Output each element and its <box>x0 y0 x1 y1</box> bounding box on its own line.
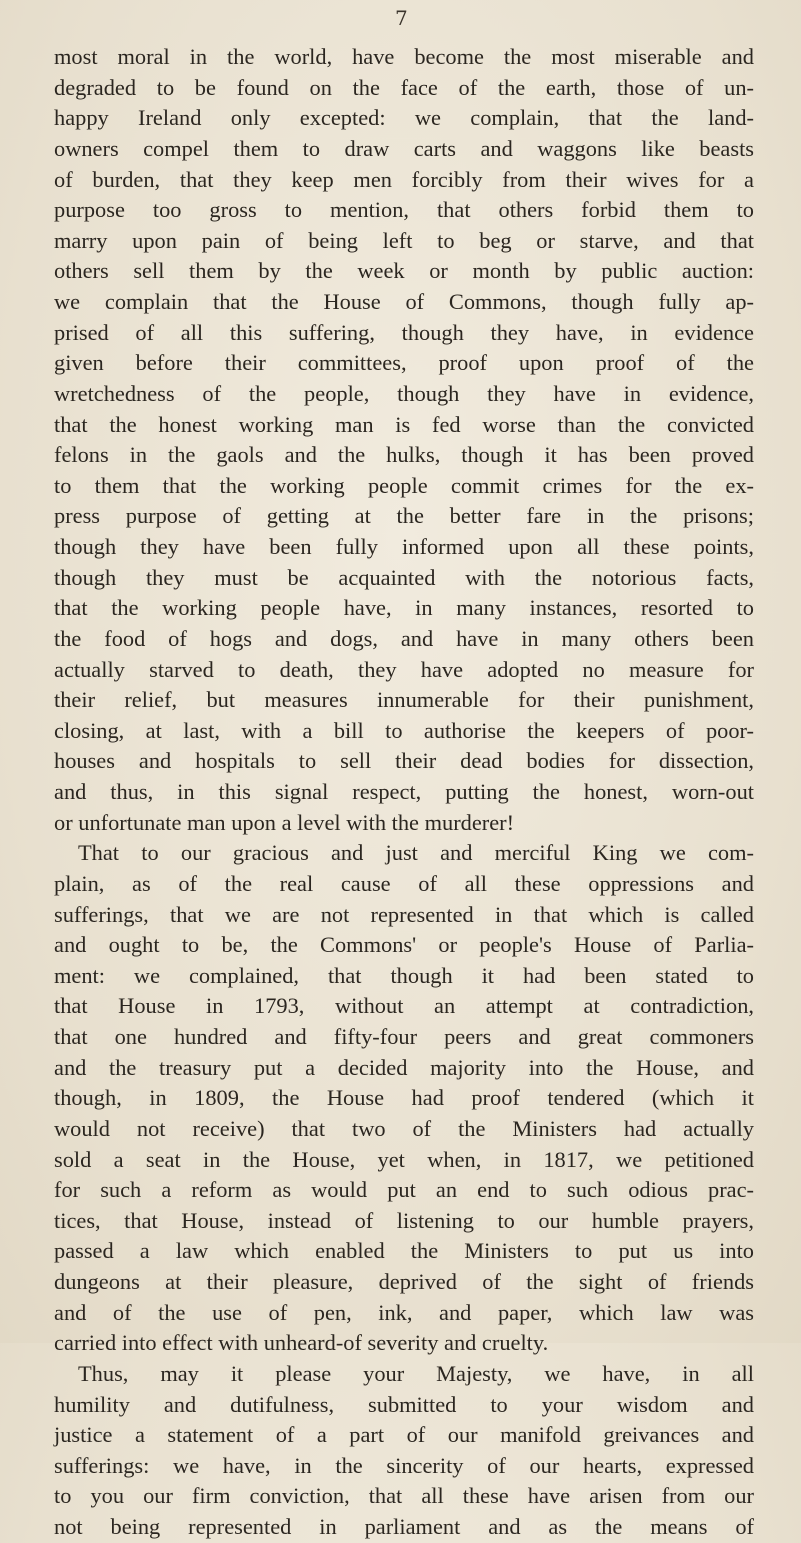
text-line: not being represented in parliament and as the means of <box>54 1514 754 1539</box>
text-line: or unfortunate man upon a level with the murderer! <box>54 809 515 835</box>
text-line: tices, that House, instead of listening to our humble prayers, <box>54 1207 754 1233</box>
text-line: closing, at last, with a bill to authorise the keepers of poor- <box>54 717 754 743</box>
text-line: passed a law which enabled the Ministers to put us into <box>54 1238 754 1264</box>
text-line: wretchedness of the people, though they have in evidence, <box>54 380 754 406</box>
page-number: 7 <box>395 6 408 30</box>
text-line: most moral in the world, have become the most miserable and <box>54 44 754 69</box>
text-line: given before their committees, proof upon proof of the <box>54 350 754 376</box>
text-line: and of the use of pen, ink, and paper, which law was <box>54 1299 754 1325</box>
text-line: to you our firm conviction, that all these have arisen from our <box>54 1483 754 1509</box>
text-line: and ought to be, the Commons' or people's House of Parlia- <box>54 932 754 958</box>
body-text <box>54 42 754 1543</box>
text-line: prised of all this suffering, though they have, in evidence <box>54 319 754 345</box>
text-line: though they have been fully informed upon all these points, <box>54 534 754 559</box>
text-line: justice a statement of a part of our manifold greivances and <box>54 1422 754 1448</box>
text-line: that one hundred and fifty-four peers and great commoners <box>54 1024 754 1049</box>
text-line: that the working people have, in many instances, resorted to <box>54 595 754 621</box>
text-line: carried into effect with unheard-of severity and cruelty. <box>54 1330 549 1356</box>
text-line: That to our gracious and just and merciful King we com- <box>78 840 754 866</box>
text-line: though, in 1809, the House had proof tendered (which it <box>54 1085 754 1111</box>
text-line: others sell them by the week or month by public auction: <box>54 258 754 284</box>
text-line: happy Ireland only excepted: we complain, that the land- <box>54 105 754 131</box>
text-line: plain, as of the real cause of all these oppressions and <box>54 870 754 896</box>
text-line: humility and dutifulness, submitted to your wisdom and <box>54 1391 754 1417</box>
text-line: purpose too gross to mention, that others forbid them to <box>54 197 754 223</box>
text-line: though they must be acquainted with the notorious facts, <box>54 564 754 590</box>
text-line: that the honest working man is fed worse than the convicted <box>54 411 754 437</box>
text-line: owners compel them to draw carts and waggons like beasts <box>54 135 754 161</box>
text-line: ment: we complained, that though it had been stated to <box>54 962 754 988</box>
text-line: would not receive) that two of the Ministers had actually <box>54 1115 754 1141</box>
text-line: sold a seat in the House, yet when, in 1817, we petitioned <box>54 1146 754 1172</box>
text-line: that House in 1793, without an attempt at contradiction, <box>54 993 754 1019</box>
text-line: and thus, in this signal respect, putting the honest, worn-out <box>54 779 754 804</box>
text-line: for such a reform as would put an end to such odious prac- <box>54 1177 754 1203</box>
text-line: actually starved to death, they have adopted no measure for <box>54 656 754 682</box>
text-line: of burden, that they keep men forcibly from their wives for a <box>54 166 754 192</box>
text-line: press purpose of getting at the better fare in the prisons; <box>54 503 754 529</box>
text-line: to them that the working people commit crimes for the ex- <box>54 472 754 498</box>
text-line: marry upon pain of being left to beg or starve, and that <box>54 227 754 253</box>
text-line: their relief, but measures innumerable for their punishment, <box>54 687 754 713</box>
text-line: degraded to be found on the face of the earth, those of un- <box>54 74 754 100</box>
text-line: sufferings, that we are not represented in that which is called <box>54 901 754 927</box>
text-line: felons in the gaols and the hulks, though it has been proved <box>54 442 754 468</box>
text-line: and the treasury put a decided majority into the House, and <box>54 1054 754 1080</box>
text-line: sufferings: we have, in the sincerity of our hearts, expressed <box>54 1452 754 1478</box>
text-line: dungeons at their pleasure, deprived of the sight of friends <box>54 1269 754 1294</box>
text-line: houses and hospitals to sell their dead bodies for dissection, <box>54 748 754 774</box>
text-line: Thus, may it please your Majesty, we have, in all <box>78 1360 754 1386</box>
text-line: the food of hogs and dogs, and have in many others been <box>54 625 754 651</box>
text-line: we complain that the House of Commons, though fully ap- <box>54 289 754 314</box>
